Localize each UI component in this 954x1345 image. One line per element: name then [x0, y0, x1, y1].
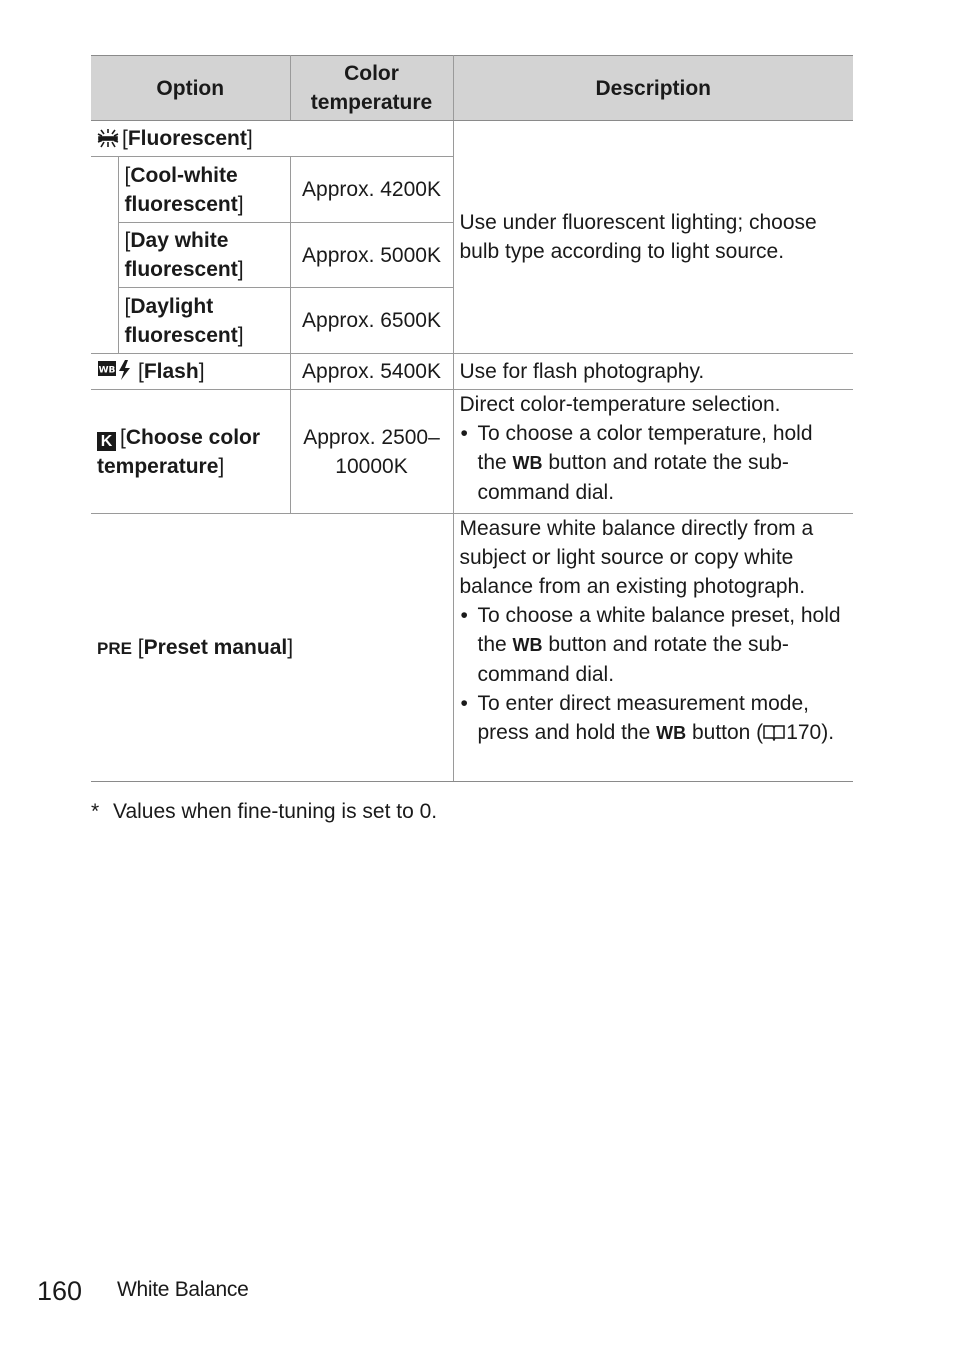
book-reference-icon: [763, 723, 785, 741]
choose-intro: Direct color-temperature selection.: [459, 393, 781, 416]
temp-flash: Approx. 5400K: [290, 354, 453, 390]
fluorescent-description: Use under fluorescent lighting; choose bulb type according to light source.: [453, 121, 853, 354]
bullet-text: To choose a white balance preset, hold the: [477, 604, 841, 656]
wb-button-label: WB: [512, 453, 543, 473]
page-number: 160: [37, 1276, 83, 1306]
bullet-text: ).: [821, 721, 835, 744]
footnote-text: Values when fine-tuning is set to 0.: [113, 800, 438, 823]
svg-text:WB: WB: [98, 365, 116, 376]
section-title: White Balance: [117, 1278, 249, 1301]
choose-label: Choose color temperature: [97, 425, 261, 478]
page-ref[interactable]: 170: [786, 721, 822, 744]
white-balance-table: [91, 55, 853, 782]
option-cool-white: [Cool-white fluorescent]: [118, 157, 290, 223]
option-fluorescent: [Fluorescent]: [91, 121, 453, 157]
table-row: [91, 121, 853, 157]
flash-description: Use for flash photography.: [453, 354, 853, 390]
bullet-text: To enter direct measurement mode, press and hold the: [477, 692, 809, 744]
choose-bullet: [460, 419, 848, 507]
day-white-label: Day white fluorescent: [124, 229, 238, 281]
table-header-row: [91, 56, 853, 121]
flash-label: Flash: [143, 360, 199, 383]
table-row: [91, 354, 853, 390]
fluorescent-label: Fluorescent: [127, 127, 247, 150]
option-preset-manual: PRE [Preset manual]: [91, 514, 453, 782]
temp-choose: Approx. 2500–10000K: [290, 390, 453, 514]
option-flash: WB [Flash]: [91, 354, 290, 390]
temp-daylight: Approx. 6500K: [290, 288, 453, 354]
bullet-text: button and rotate the sub-command dial.: [477, 451, 789, 504]
header-color-temperature: Color temperature: [290, 56, 453, 121]
k-icon: K: [97, 432, 116, 451]
choose-bullets: [460, 419, 848, 507]
preset-label: Preset manual: [143, 635, 288, 659]
wb-button-label: WB: [656, 723, 687, 743]
header-option: Option: [91, 56, 290, 121]
header-description: Description: [453, 56, 853, 121]
indent-cell: [91, 157, 118, 354]
preset-bullets: [460, 601, 848, 748]
preset-bullet: [460, 689, 848, 748]
footnote: [91, 797, 437, 826]
daylight-label: Daylight fluorescent: [124, 294, 238, 347]
cool-white-label: Cool-white fluorescent: [124, 163, 238, 216]
option-daylight: [Daylight fluorescent]: [118, 288, 290, 354]
wb-button-label: WB: [512, 635, 543, 655]
flash-icon: [97, 359, 135, 381]
pre-icon: PRE: [97, 638, 132, 658]
choose-description: [453, 390, 853, 514]
preset-intro: Measure white balance directly from a subject or light source or copy white balance from an existing photograph.: [459, 517, 814, 598]
preset-description: [453, 514, 853, 782]
bullet-text: button and rotate the sub-command dial.: [477, 633, 789, 686]
option-day-white: [Day white fluorescent]: [118, 223, 290, 288]
fluorescent-icon: [97, 128, 119, 148]
table-row: [91, 514, 853, 782]
option-choose-color-temp: K [Choose color temperature]: [91, 390, 290, 514]
temp-cool-white: Approx. 4200K: [290, 157, 453, 223]
temp-day-white: Approx. 5000K: [290, 223, 453, 288]
table-row: [91, 390, 853, 514]
footnote-mark: *: [91, 800, 100, 823]
preset-bullet: [460, 601, 848, 689]
bullet-text: To choose a color temperature, hold the: [477, 422, 813, 474]
bullet-text: button (: [686, 721, 764, 744]
